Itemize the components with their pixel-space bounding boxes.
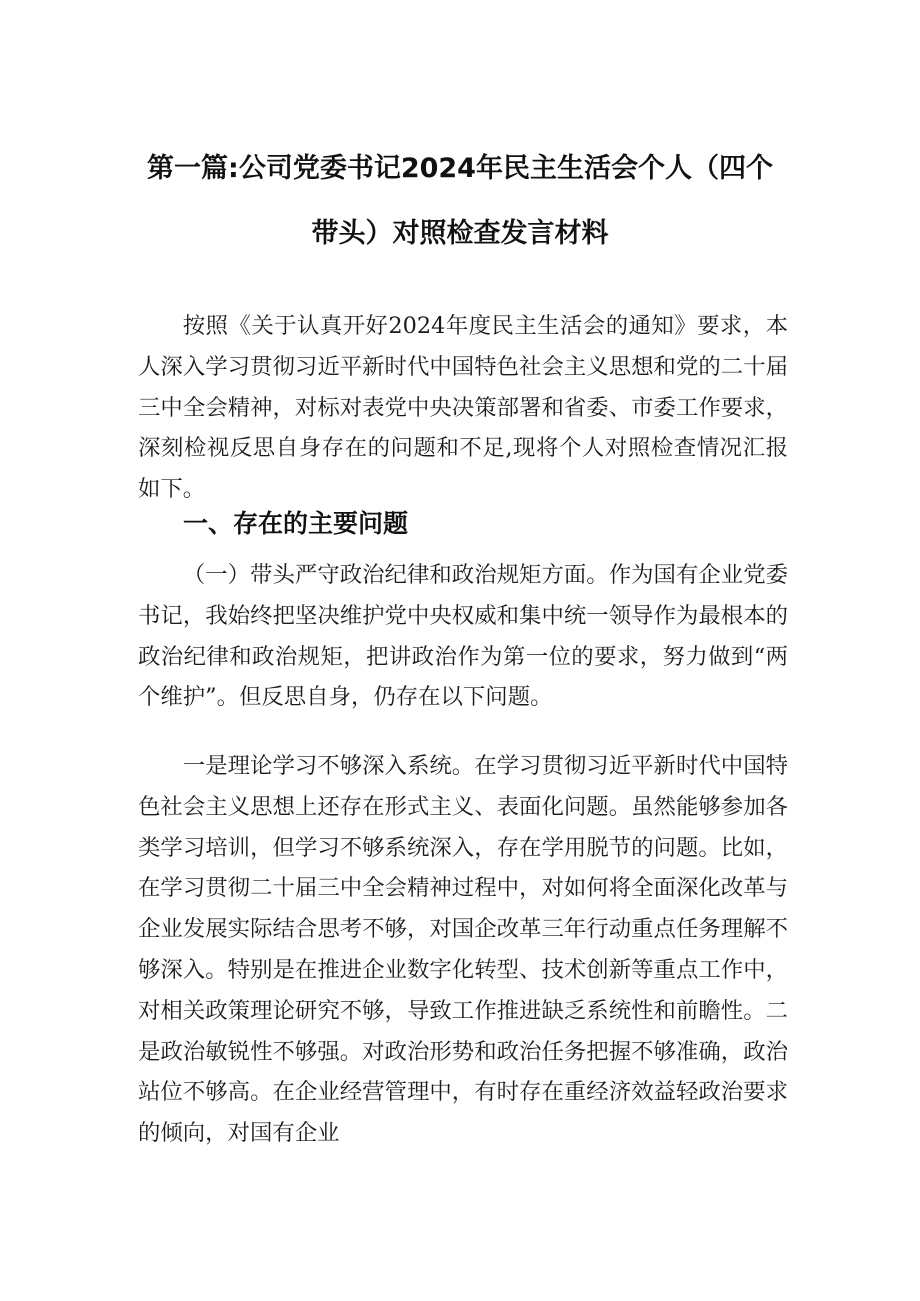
document-title-line-1: 第一篇:公司党委书记2024年民主生活会个人（四个 xyxy=(147,153,773,184)
subsection-paragraph-political-discipline: （一）带头严守政治纪律和政治规矩方面。作为国有企业党委书记，我始终把坚决维护党中央权威和集中统一领导作为最根本的政治纪律和政治规矩，把讲政治作为第一位的要求，努力做到“两个维护”。但反思自身，仍存在以下问题。 xyxy=(138,562,788,711)
body-paragraph-theory-study: 一是理论学习不够深入系统。在学习贯彻习近平新时代中国特色社会主义思想上还存在形式主义、表面化问题。虽然能够参加各类学习培训，但学习不够系统深入，存在学用脱节的问题。比如，在学习贯彻二十届三中全会精神过程中，对如何将全面深化改革与企业发展实际结合思考不够，对国企改革三年行动重点任务理解不够深入。特别是在推进企业数字化转型、技术创新等重点工作中，对相关政策理论研究不够，导致工作推进缺乏系统性和前瞻性。二是政治敏锐性不够强。对政治形势和政治任务把握不够准确，政治站位不够高。在企业经营管理中，有时存在重经济效益轻政治要求的倾向，对国有企业 xyxy=(138,753,788,1147)
intro-paragraph: 按照《关于认真开好2024年度民主生活会的通知》要求，本人深入学习贯彻习近平新时代中国特色社会主义思想和党的二十届三中全会精神，对标对表党中央决策部署和省委、市委工作要求，深刻检视反思自身存在的问题和不足,现将个人对照检查情况汇报如下。 xyxy=(138,313,788,503)
document-title-line-2: 带头）对照检查发言材料 xyxy=(311,218,609,249)
section-heading-main-problems: 一、存在的主要问题 xyxy=(183,509,409,538)
